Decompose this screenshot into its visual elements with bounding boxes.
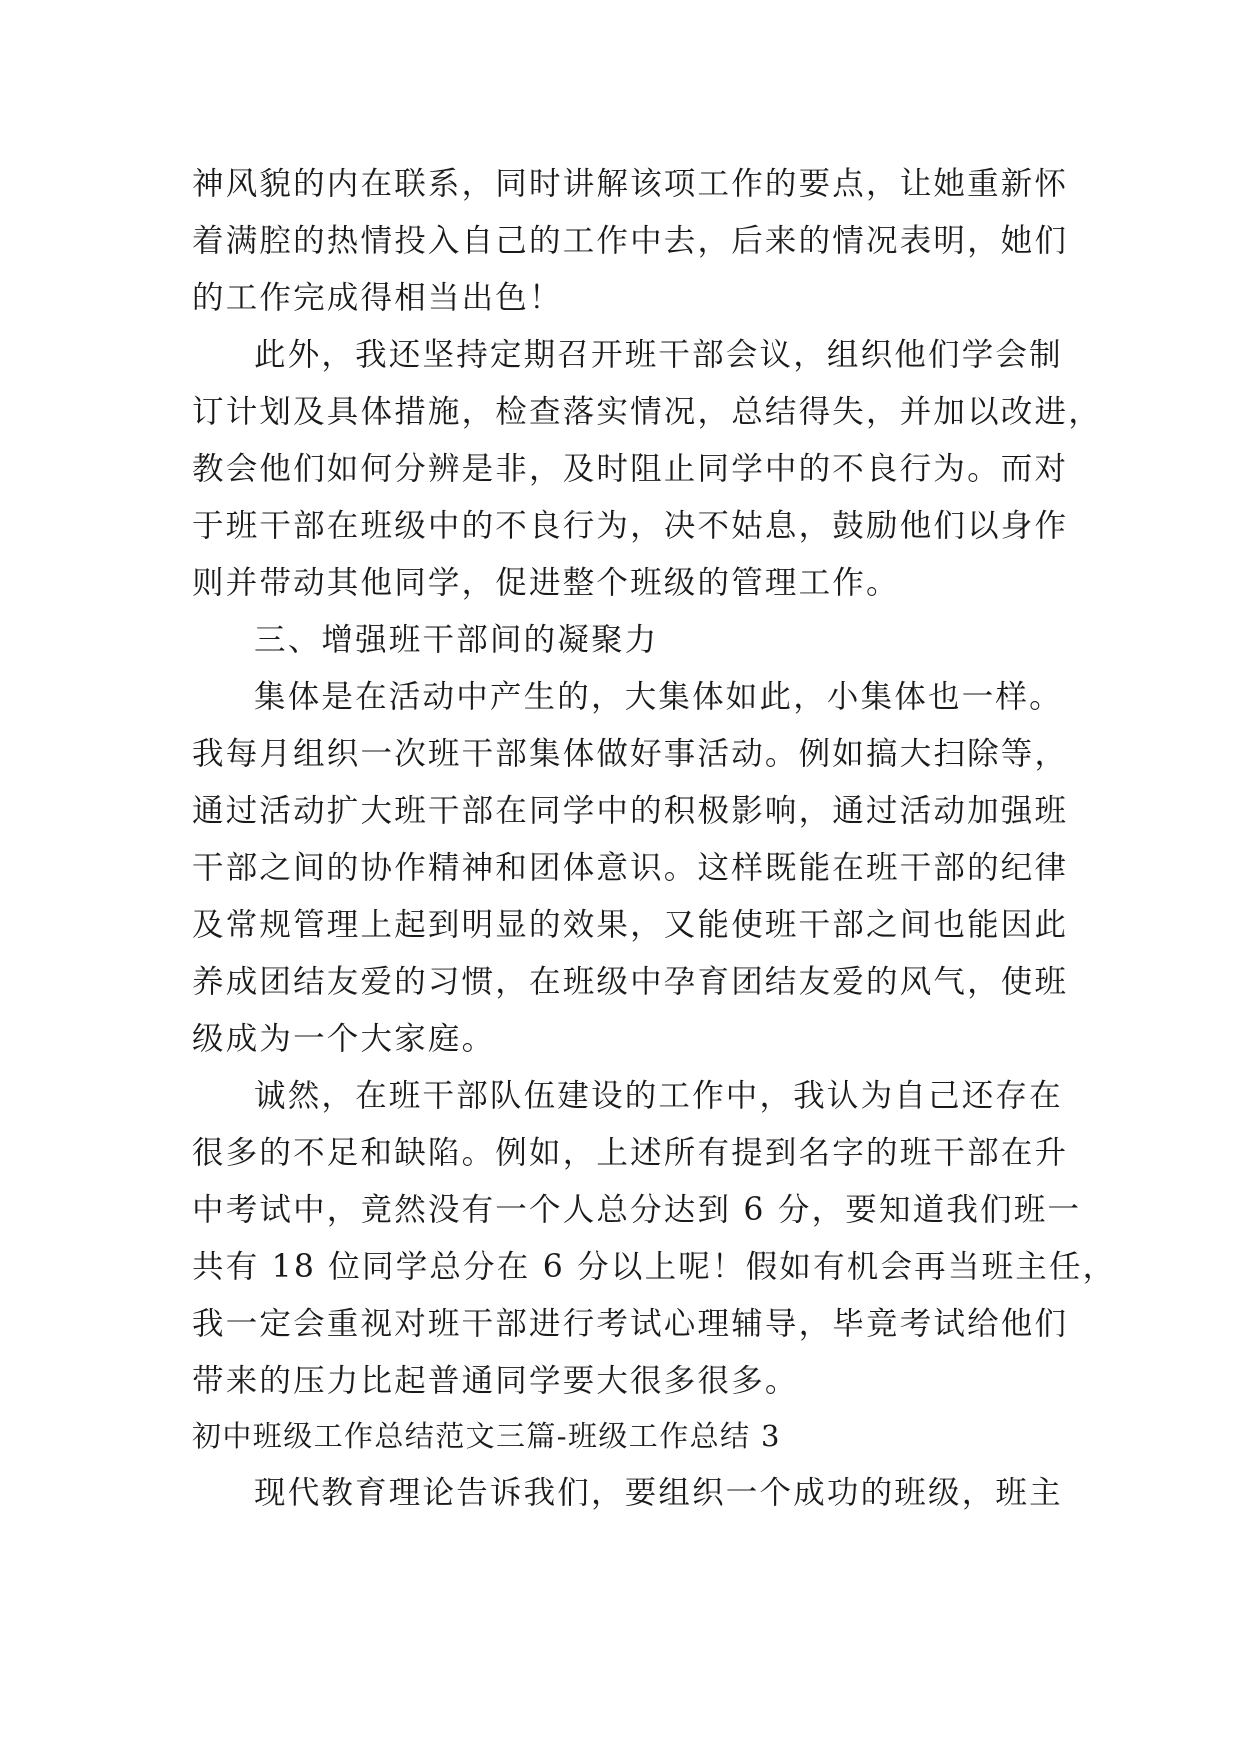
- body-text-line: 养成团结友爱的习惯，在班级中孕育团结友爱的风气，使班: [192, 964, 1069, 1000]
- body-text-line: 我每月组织一次班干部集体做好事活动。例如搞大扫除等，: [192, 736, 1069, 772]
- paragraph-first-line: 集体是在活动中产生的，大集体如此，小集体也一样。: [254, 679, 1063, 715]
- body-text-line: 干部之间的协作精神和团体意识。这样既能在班干部的纪律: [192, 850, 1069, 886]
- paragraph-first-line: 诚然，在班干部队伍建设的工作中，我认为自己还存在: [254, 1078, 1063, 1114]
- body-text-line: 神风貌的内在联系，同时讲解该项工作的要点，让她重新怀: [192, 166, 1069, 202]
- body-text-line: 则并带动其他同学，促进整个班级的管理工作。: [192, 565, 900, 601]
- body-text-line: 很多的不足和缺陷。例如，上述所有提到名字的班干部在升: [192, 1135, 1069, 1171]
- body-text-line: 及常规管理上起到明显的效果，又能使班干部之间也能因此: [192, 907, 1069, 943]
- body-text-line: 共有 18 位同学总分在 6 分以上呢！假如有机会再当班主任，: [192, 1249, 1117, 1285]
- body-text-line: 于班干部在班级中的不良行为，决不姑息，鼓励他们以身作: [192, 508, 1069, 544]
- body-text-line: 中考试中，竟然没有一个人总分达到 6 分，要知道我们班一: [192, 1192, 1082, 1228]
- article-title: 初中班级工作总结范文三篇-班级工作总结 3: [192, 1419, 781, 1453]
- paragraph-first-line: 此外，我还坚持定期召开班干部会议，组织他们学会制: [254, 337, 1063, 373]
- paragraph-first-line: 现代教育理论告诉我们，要组织一个成功的班级，班主: [254, 1475, 1063, 1511]
- body-text-line: 着满腔的热情投入自己的工作中去，后来的情况表明，她们: [192, 223, 1069, 259]
- body-text-line: 我一定会重视对班干部进行考试心理辅导，毕竟考试给他们: [192, 1306, 1069, 1342]
- body-text-line: 带来的压力比起普通同学要大很多很多。: [192, 1363, 799, 1399]
- body-text-line: 订计划及具体措施，检查落实情况，总结得失，并加以改进，: [192, 394, 1102, 430]
- body-text-line: 级成为一个大家庭。: [192, 1021, 496, 1057]
- body-text-line: 通过活动扩大班干部在同学中的积极影响，通过活动加强班: [192, 793, 1069, 829]
- section-heading: 三、增强班干部间的凝聚力: [254, 622, 659, 658]
- body-text-line: 教会他们如何分辨是非，及时阻止同学中的不良行为。而对: [192, 451, 1069, 487]
- body-text-line: 的工作完成得相当出色！: [192, 280, 563, 316]
